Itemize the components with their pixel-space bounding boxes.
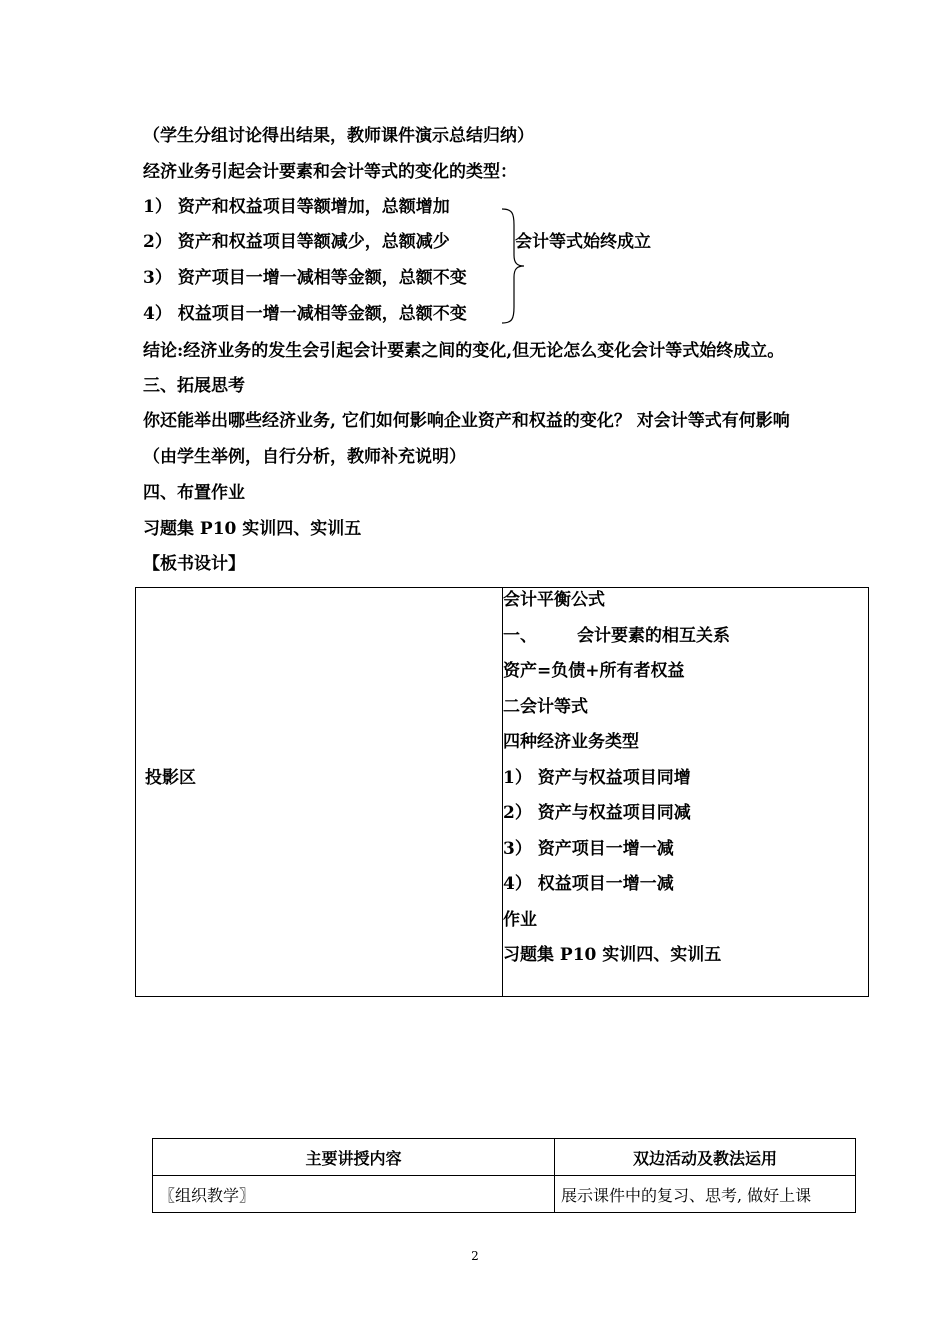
board-line-number: 一、 <box>503 625 537 646</box>
paragraph-line: 习题集 P10 实训四、实训五 <box>143 519 362 539</box>
board-line: 3） 资产项目一增一减 <box>503 838 674 859</box>
board-line <box>503 624 868 660</box>
list-item: 4） 权益项目一增一减相等金额，总额不变 <box>143 304 467 324</box>
board-line: 四种经济业务类型 <box>503 732 639 752</box>
paragraph-line: 你还能举出哪些经济业务, 它们如何影响企业资产和权益的变化？ 对会计等式有何影响 <box>143 411 790 431</box>
list-item: 1） 资产和权益项目等额增加，总额增加 <box>143 197 450 217</box>
brace-label: 会计等式始终成立 <box>515 232 651 252</box>
section-heading: 【板书设计】 <box>143 554 245 574</box>
curly-brace-icon <box>500 207 526 325</box>
paragraph-line: （由学生举例，自行分析，教师补充说明） <box>143 447 466 467</box>
section-heading: 三、拓展思考 <box>143 376 245 396</box>
board-line: 2） 资产与权益项目同减 <box>503 803 691 823</box>
board-line-text: 会计要素的相互关系 <box>577 625 730 646</box>
list-item: 2） 资产和权益项目等额减少，总额减少 <box>143 232 450 252</box>
table-cell: 〖组织教学〗 <box>153 1176 555 1213</box>
table-header-row <box>153 1139 856 1176</box>
board-line: 二会计等式 <box>503 696 588 717</box>
lesson-table <box>152 1138 856 1213</box>
paragraph-line: 经济业务引起会计要素和会计等式的变化的类型： <box>143 162 517 182</box>
table-row <box>153 1176 856 1213</box>
page-number: 2 <box>471 1249 479 1263</box>
table-cell: 展示课件中的复习、思考, 做好上课 <box>555 1176 856 1213</box>
conclusion-line: 结论:经济业务的发生会引起会计要素之间的变化,但无论怎么变化会计等式始终成立。 <box>143 341 785 361</box>
list-item: 3） 资产项目一增一减相等金额，总额不变 <box>143 268 467 288</box>
board-content-cell <box>503 588 869 997</box>
board-line: 会计平衡公式 <box>503 590 605 610</box>
projection-cell <box>136 588 503 997</box>
board-line: 资产=负债+所有者权益 <box>503 661 685 681</box>
board-line: 习题集 P10 实训四、实训五 <box>503 945 722 965</box>
section-heading: 四、布置作业 <box>143 483 245 503</box>
table-header: 双边活动及教法运用 <box>555 1139 856 1176</box>
board-line: 1） 资产与权益项目同增 <box>503 767 691 788</box>
board-line: 作业 <box>503 909 537 930</box>
board-line: 4） 权益项目一增一减 <box>503 874 674 894</box>
table-header: 主要讲授内容 <box>153 1139 555 1176</box>
paragraph-line: （学生分组讨论得出结果，教师课件演示总结归纳） <box>143 126 534 146</box>
projection-label: 投影区 <box>145 768 196 788</box>
board-design-table <box>135 587 869 997</box>
